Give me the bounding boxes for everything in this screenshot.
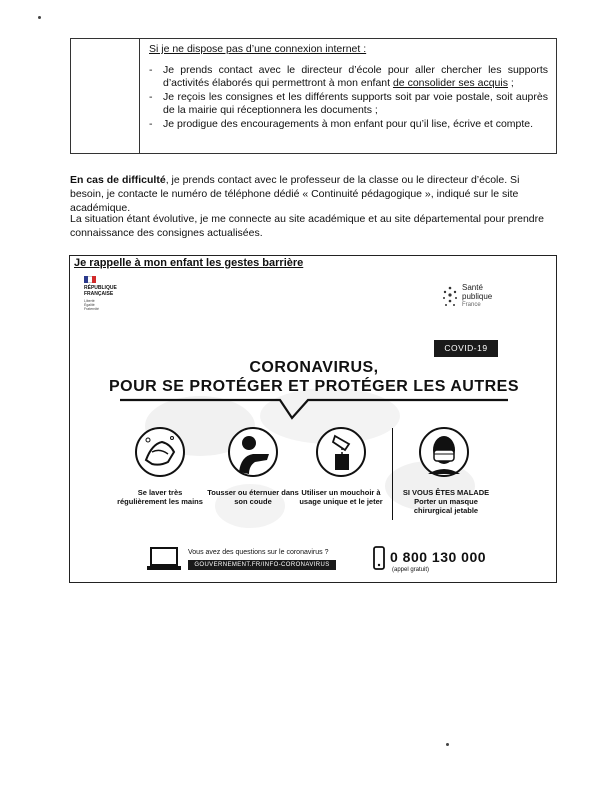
tissue-bin-icon xyxy=(315,426,367,478)
questions-text: Vous avez des questions sur le coronavirus ? xyxy=(188,549,329,556)
covid-badge: COVID-19 xyxy=(434,340,498,357)
mask-face-icon xyxy=(418,426,470,478)
phone-icon xyxy=(373,546,385,570)
poster-subheadline: POUR SE PROTÉGER ET PROTÉGER LES AUTRES xyxy=(108,378,520,395)
laptop-icon xyxy=(146,546,182,572)
gesture-label-sick: SI VOUS ÊTES MALADE Porter un masque chirurgical jetable xyxy=(402,488,490,515)
list-item: - Je prends contact avec le directeur d’école pour aller chercher les supports d’activités élaborés qui permettront à mon enfant de consolider ses acquis ; xyxy=(149,64,548,89)
gesture-label: Se laver très régulièrement les mains xyxy=(117,488,203,506)
list-item: - Je reçois les consignes et les différents supports soit par voie postale, soit auprès de la mairie qui réceptionnera les documents ; xyxy=(149,91,548,116)
hand-washing-icon xyxy=(134,426,186,478)
phone-number[interactable]: 0 800 130 000 xyxy=(390,549,487,565)
difficulty-paragraph: En cas de difficulté, je prends contact avec le professeur de la classe ou le directeur d’école. Si besoin, je contacte le numéro de téléphone dédié « Continuité pédagogique », indiqué sur le site académique. xyxy=(70,174,520,214)
cough-elbow-icon xyxy=(227,426,279,478)
barrier-gestures-poster xyxy=(69,255,557,583)
divider xyxy=(392,428,393,520)
table-left-column xyxy=(71,39,140,153)
speech-bubble-line xyxy=(70,396,558,422)
list-item: - Je prodigue des encouragements à mon enfant pour qu’il lise, écrive et compte. xyxy=(149,118,534,130)
underlined-phrase: de consolider ses acquis xyxy=(392,77,508,89)
scan-mark xyxy=(446,743,449,746)
scan-mark xyxy=(38,16,41,19)
table-cell xyxy=(149,43,548,132)
poster-heading: Je rappelle à mon enfant les gestes barrière xyxy=(74,257,304,269)
dots-logo-icon xyxy=(442,286,458,308)
update-paragraph: La situation étant évolutive, je me connecte au site académique et au site départemental pour prendre connaissance des consignes actualisées. xyxy=(70,213,544,239)
sante-publique-france-logo: Santé publique France xyxy=(442,284,492,310)
french-flag-icon xyxy=(84,276,96,283)
gesture-label: Tousser ou éternuer dans son coude xyxy=(207,488,299,506)
table-title: Si je ne dispose pas d’une connexion internet : xyxy=(149,43,367,55)
phone-note: (appel gratuit) xyxy=(392,567,430,573)
info-table xyxy=(70,38,557,154)
website-link[interactable]: GOUVERNEMENT.FR/INFO-CORONAVIRUS xyxy=(188,560,336,570)
republique-francaise-logo: RÉPUBLIQUE FRANÇAISE Liberté Égalité Fraternité xyxy=(84,276,117,311)
poster-headline: CORONAVIRUS, xyxy=(249,359,379,376)
gesture-label: Utiliser un mouchoir à usage unique et le jeter xyxy=(299,488,383,506)
